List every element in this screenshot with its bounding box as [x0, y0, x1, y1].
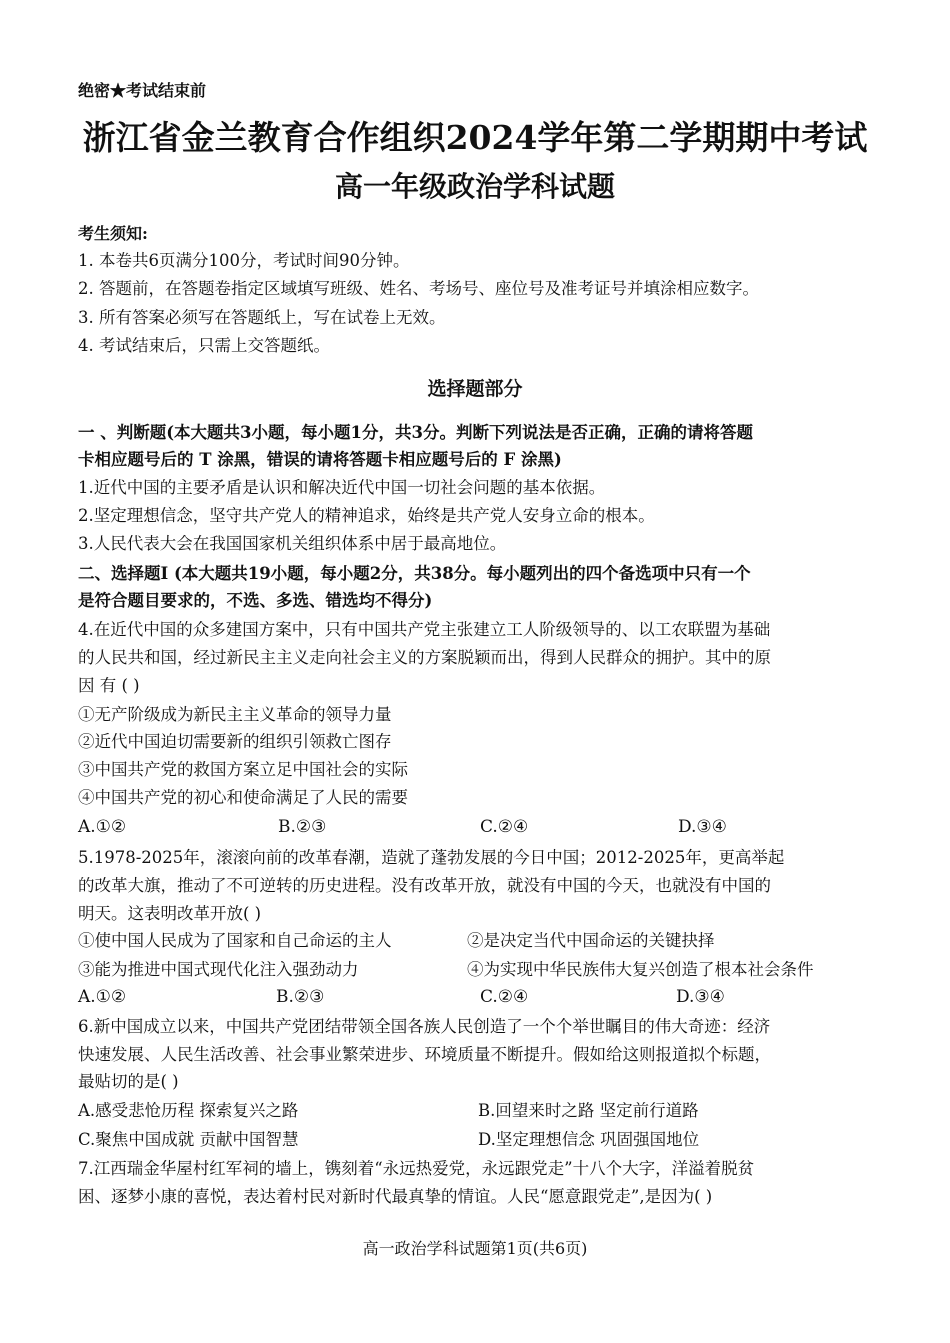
notice-heading: 考生须知:	[78, 224, 148, 243]
exam-subtitle: 高一年级政治学科试题	[334, 170, 615, 203]
part2-heading: 二、选择题I (本大题共19小题，每小题2分，共38分。每小题列出的四个备选项中只有一个	[78, 564, 751, 583]
question-6-option-d: D.坚定理想信念 巩固强国地位	[478, 1130, 700, 1149]
question-4-option-c: C.②④	[480, 817, 529, 837]
question-5-stem: 的改革大旗，推动了不可逆转的历史进程。没有改革开放，就没有中国的今天，也就没有中国的	[78, 876, 771, 895]
part1-heading: 卡相应题号后的 T 涂黑，错误的请将答题卡相应题号后的 F 涂黑)	[78, 450, 562, 469]
question-6-option-c: C.聚焦中国成就 贡献中国智慧	[78, 1130, 299, 1149]
question-4-statement: ③中国共产党的救国方案立足中国社会的实际	[78, 760, 408, 779]
question-4-stem: 的人民共和国，经过新民主主义走向社会主义的方案脱颖而出，得到人民群众的拥护。其中的原	[78, 648, 771, 667]
question-4-option-a: A.①②	[78, 817, 127, 837]
question-4-option-d: D.③④	[678, 817, 727, 837]
question-4-stem: 4.在近代中国的众多建国方案中，只有中国共产党主张建立工人阶级领导的、以工农联盟为基础	[78, 620, 771, 639]
question-6-option-a: A.感受悲怆历程 探索复兴之路	[78, 1101, 299, 1120]
question-5-statement: ③能为推进中国式现代化注入强劲动力	[78, 960, 359, 979]
question-5-stem: 5.1978-2025年，滚滚向前的改革春潮，造就了蓬勃发展的今日中国；2012-2025年，更高举起	[78, 848, 785, 867]
question-6-stem: 6.新中国成立以来，中国共产党团结带领全国各族人民创造了一个个举世瞩目的伟大奇迹：经济	[78, 1017, 771, 1036]
question-4-statement: ①无产阶级成为新民主主义革命的领导力量	[78, 705, 392, 724]
notice-item: 1. 本卷共6页满分100分，考试时间90分钟。	[78, 251, 410, 270]
question-5-stem: 明天。这表明改革开放( )	[78, 904, 262, 923]
question-4-stem: 因 有 ( )	[78, 676, 140, 695]
question-4-option-b: B.②③	[278, 817, 327, 837]
question-7-stem: 7.江西瑞金华屋村红军祠的墙上，镌刻着“永远热爱党，永远跟党走”十八个大字，洋溢着脱贫	[78, 1159, 755, 1178]
question-6-option-b: B.回望来时之路 坚定前行道路	[478, 1101, 699, 1120]
question-7-stem: 困、逐梦小康的喜悦，表达着村民对新时代最真挚的情谊。人民“愿意跟党走”,是因为( )	[78, 1187, 713, 1206]
part1-heading: 一 、判断题(本大题共3小题，每小题1分，共3分。判断下列说法是否正确，正确的请将答题	[78, 423, 753, 442]
question-5-statement: ②是决定当代中国命运的关键抉择	[467, 931, 715, 950]
notice-item: 2. 答题前，在答题卷指定区域填写班级、姓名、考场号、座位号及准考证号并填涂相应数字。	[78, 279, 759, 298]
notice-item: 4. 考试结束后，只需上交答题纸。	[78, 336, 330, 355]
question-6-stem: 最贴切的是( )	[78, 1072, 179, 1091]
exam-title: 浙江省金兰教育合作组织2024学年第二学期期中考试	[82, 118, 868, 157]
notice-item: 3. 所有答案必须写在答题纸上，写在试卷上无效。	[78, 308, 446, 327]
secret-mark: 绝密★考试结束前	[78, 81, 207, 100]
question-5-option-b: B.②③	[276, 987, 325, 1007]
question-4-statement: ②近代中国迫切需要新的组织引领救亡图存	[78, 732, 392, 751]
question-5-statement: ①使中国人民成为了国家和自己命运的主人	[78, 931, 392, 950]
question-5-statement: ④为实现中华民族伟大复兴创造了根本社会条件	[467, 960, 814, 979]
question-2: 2.坚定理想信念，坚守共产党人的精神追求，始终是共产党人安身立命的根本。	[78, 506, 655, 525]
part2-heading: 是符合题目要求的，不选、多选、错选均不得分)	[78, 591, 433, 610]
question-5-option-a: A.①②	[78, 987, 127, 1007]
question-6-stem: 快速发展、人民生活改善、社会事业繁荣进步、环境质量不断提升。假如给这则报道拟个标题，	[78, 1045, 771, 1064]
section-title: 选择题部分	[427, 378, 523, 400]
question-3: 3.人民代表大会在我国国家机关组织体系中居于最高地位。	[78, 534, 507, 553]
page-footer: 高一政治学科试题第1页(共6页)	[362, 1239, 588, 1258]
question-4-statement: ④中国共产党的初心和使命满足了人民的需要	[78, 788, 408, 807]
question-5-option-d: D.③④	[676, 987, 725, 1007]
question-1: 1.近代中国的主要矛盾是认识和解决近代中国一切社会问题的基本依据。	[78, 478, 606, 497]
question-5-option-c: C.②④	[480, 987, 529, 1007]
